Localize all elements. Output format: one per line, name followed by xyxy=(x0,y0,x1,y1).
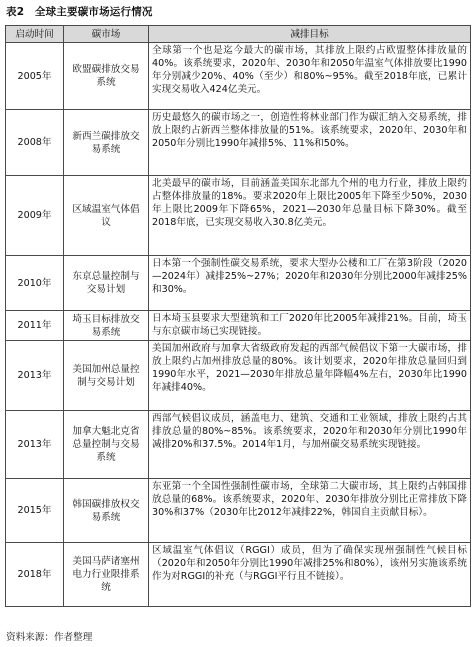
row-market: 加拿大魁北克省总量控制与交易系统 xyxy=(64,411,149,479)
row-goal: 日本埼玉县要求大型建筑和工厂2020年比2005年减排21%。目前，埼玉与东京碳市场已实现链接。 xyxy=(149,311,471,341)
row-year: 2011年 xyxy=(6,311,64,341)
table-row xyxy=(6,411,471,479)
row-market: 美国马萨诸塞州电力行业限排系统 xyxy=(64,543,149,607)
row-year: 2010年 xyxy=(6,256,64,311)
table-row xyxy=(6,543,471,607)
table-row xyxy=(6,311,471,341)
source-note: 资料来源：作者整理 xyxy=(6,632,93,643)
row-market: 区域温室气体倡议 xyxy=(64,176,149,256)
header-reduction-target: 减排目标 xyxy=(149,26,471,43)
row-year: 2005年 xyxy=(6,43,64,110)
row-year: 2013年 xyxy=(6,411,64,479)
header-carbon-market: 碳市场 xyxy=(64,26,149,43)
row-goal: 北美最早的碳市场，目前涵盖美国东北部九个州的电力行业，排放上限约占整体排放量的18%。要求2020年上限比2005年下降至少50%，2030年上限比2009年下降65%，2021—2030年总量目标下降30%。截至2018年底，已实现交易收入30.8亿美元。 xyxy=(149,176,471,256)
row-goal: 历史最悠久的碳市场之一，创造性将林业部门作为碳汇纳入交易系统，排放上限约占新西兰整体排放量的51%。该系统要求，2020年、2030年和2050年分别比1990年减排5%、11%和50%。 xyxy=(149,110,471,176)
row-year: 2008年 xyxy=(6,110,64,176)
row-goal: 全球第一个也是迄今最大的碳市场，其排放上限约占欧盟整体排放量的40%。该系统要求，2020年、2030年和2050年温室气体排放要比1990年分别减少20%、40%（至少）和80%~95%。截至2018年底，已累计实现交易收入424亿美元。 xyxy=(149,43,471,110)
row-goal: 美国加州政府与加拿大省级政府发起的西部气候倡议下第一大碳市场，排放上限约占加州排放总量的80%。该计划要求，2020年排放总量回归到1990年水平，2021—2030年排放总量年降幅4%左右，2030年比1990年减排40%。 xyxy=(149,341,471,411)
table-caption: 表2 全球主要碳市场运行情况 xyxy=(6,6,153,18)
table-row xyxy=(6,256,471,311)
row-year: 2013年 xyxy=(6,341,64,411)
header-start-time: 启动时间 xyxy=(6,26,64,43)
row-year: 2015年 xyxy=(6,479,64,543)
row-market: 新西兰碳排放交易系统 xyxy=(64,110,149,176)
table-row xyxy=(6,176,471,256)
row-goal: 东亚第一个全国性强制性碳市场，全球第二大碳市场，其上限约占韩国排放总量的68%。该系统要求，2020年、2030年排放分别比正常排放下降30%和37%（2030年比2012年减排22%，韩国自主贡献目标）。 xyxy=(149,479,471,543)
row-market: 韩国碳排放权交易系统 xyxy=(64,479,149,543)
row-goal: 区域温室气体倡议（RGGI）成员，但为了确保实现州强制性气候目标（2020年和2050年分别比1990年减排25%和80%），该州另实施该系统作为对RGGI的补充（与RGGI平行且不链接）。 xyxy=(149,543,471,607)
table-header-row xyxy=(6,26,471,43)
row-market: 欧盟碳排放交易系统 xyxy=(64,43,149,110)
row-market: 东京总量控制与交易计划 xyxy=(64,256,149,311)
row-year: 2018年 xyxy=(6,543,64,607)
table-row xyxy=(6,479,471,543)
carbon-market-table xyxy=(5,25,471,607)
row-year: 2009年 xyxy=(6,176,64,256)
table-row xyxy=(6,110,471,176)
row-market: 埼玉目标排放交易系统 xyxy=(64,311,149,341)
row-market: 美国加州总量控制与交易计划 xyxy=(64,341,149,411)
table-row xyxy=(6,43,471,110)
table-row xyxy=(6,341,471,411)
row-goal: 西部气候倡议成员，涵盖电力、建筑、交通和工业领域，排放上限约占其排放总量的80%~85%。该系统要求，2020年和2030年分别比1990年减排20%和37.5%。2014年1月，与加州碳交易系统实现链接。 xyxy=(149,411,471,479)
row-goal: 日本第一个强制性碳交易系统，要求大型办公楼和工厂在第3阶段（2020—2024年）减排25%~27%；2020年和2030年分别比2000年减排25%和30%。 xyxy=(149,256,471,311)
